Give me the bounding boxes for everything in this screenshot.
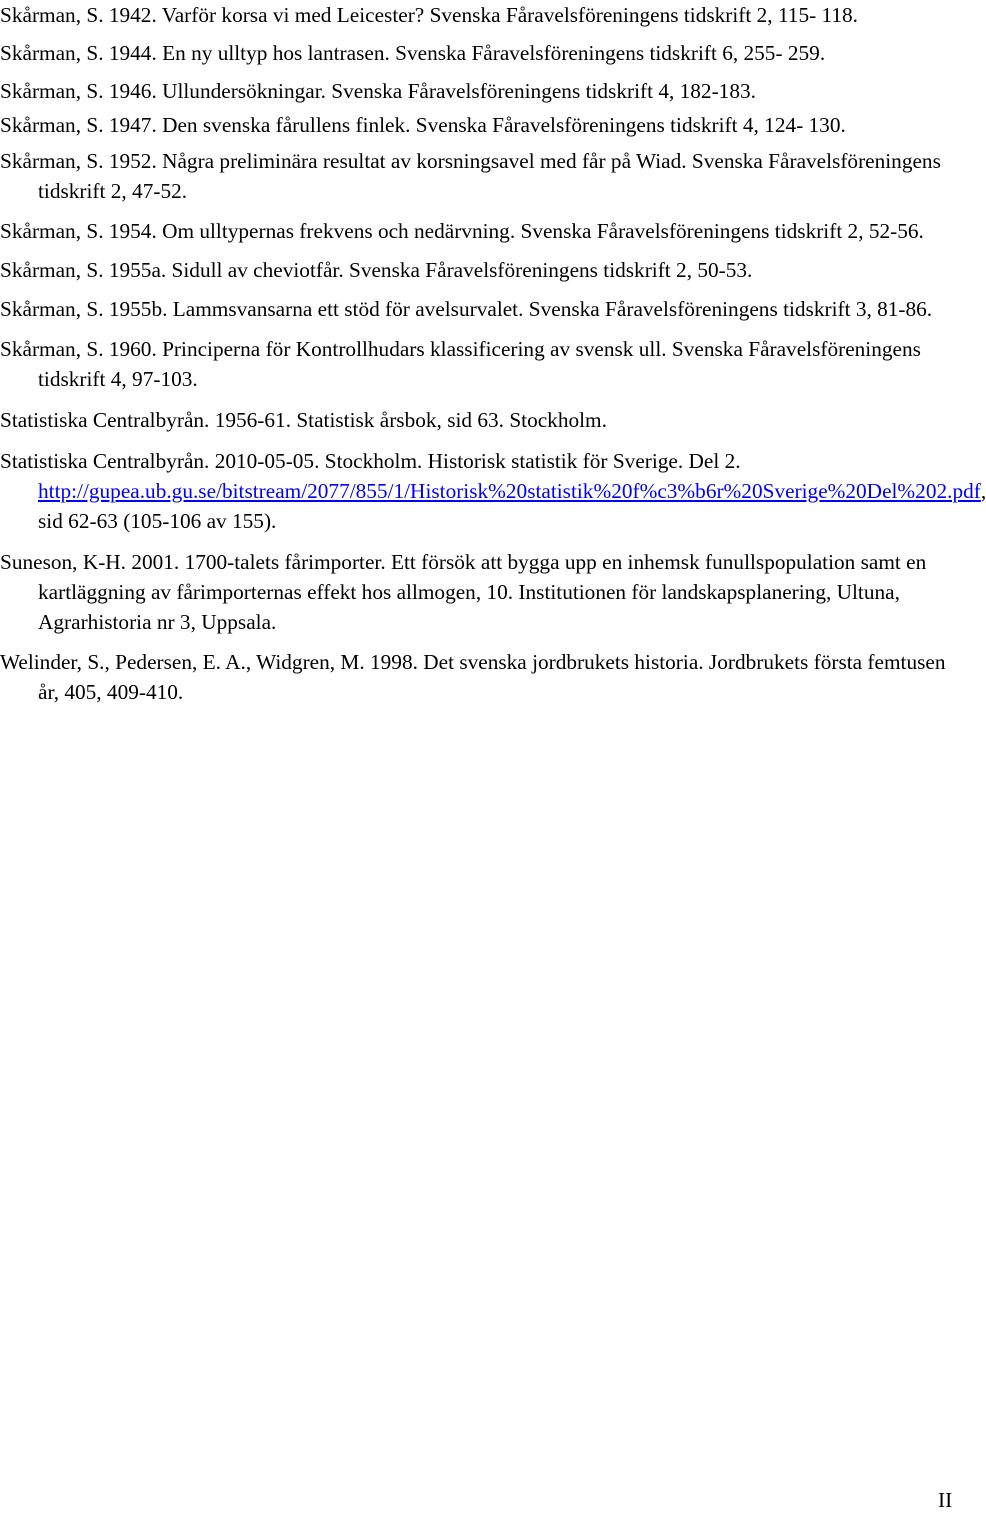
reference-item: Welinder, S., Pedersen, E. A., Widgren, M. 1998. Det svenska jordbrukets historia. Jordbrukets första femtusen år, 405, 409-410. [0,650,946,704]
reference-item: Skårman, S. 1954. Om ulltypernas frekvens och nedärvning. Svenska Fåravelsföreningens tidskrift 2, 52-56. [0,219,924,243]
reference-item: Statistiska Centralbyrån. 1956-61. Statistisk årsbok, sid 63. Stockholm. [0,408,607,432]
reference-url-link[interactable]: http://gupea.ub.gu.se/bitstream/2077/855/1/Historisk%20statistik%20f%c3%b6r%20Sverige%20Del%202.pdf [38,479,981,503]
reference-item: Skårman, S. 1942. Varför korsa vi med Leicester? Svenska Fåravelsföreningens tidskrift 2, 115- 118. [0,3,858,27]
reference-item: Skårman, S. 1955a. Sidull av cheviotfår. Svenska Fåravelsföreningens tidskrift 2, 50-53. [0,258,753,282]
reference-item-with-link [0,446,986,536]
reference-item: Skårman, S. 1960. Principerna för Kontrollhudars klassificering av svensk ull. Svenska Fåravelsföreningens tidskrift 4, 97-103. [0,337,921,391]
reference-text-before-link: Statistiska Centralbyrån. 2010-05-05. Stockholm. Historisk statistik för Sverige. Del 2. [0,449,741,473]
reference-list [0,0,986,707]
reference-item: Skårman, S. 1955b. Lammsvansarna ett stöd för avelsurvalet. Svenska Fåravelsföreningens tidskrift 3, 81-86. [0,297,933,321]
reference-item: Suneson, K-H. 2001. 1700-talets fårimporter. Ett försök att bygga upp en inhemsk funullspopulation samt en kartläggning av fårimporternas effekt hos allmogen, 10. Institutionen för landskapsplanering, Ultuna, Agrarhistoria nr 3, Uppsala. [0,550,927,634]
reference-item: Skårman, S. 1944. En ny ulltyp hos lantrasen. Svenska Fåravelsföreningens tidskrift 6, 255- 259. [0,41,826,65]
reference-item: Skårman, S. 1946. Ullundersökningar. Svenska Fåravelsföreningens tidskrift 4, 182-183. [0,79,756,103]
reference-item: Skårman, S. 1947. Den svenska fårullens finlek. Svenska Fåravelsföreningens tidskrift 4, 124- 130. [0,113,846,137]
reference-text-after-link: , sid 62-63 (105-106 av 155). [38,479,986,533]
reference-item: Skårman, S. 1952. Några preliminära resultat av korsningsavel med får på Wiad. Svenska Fåravelsföreningens tidskrift 2, 47-52. [0,149,941,203]
page-number: II [938,1488,953,1512]
